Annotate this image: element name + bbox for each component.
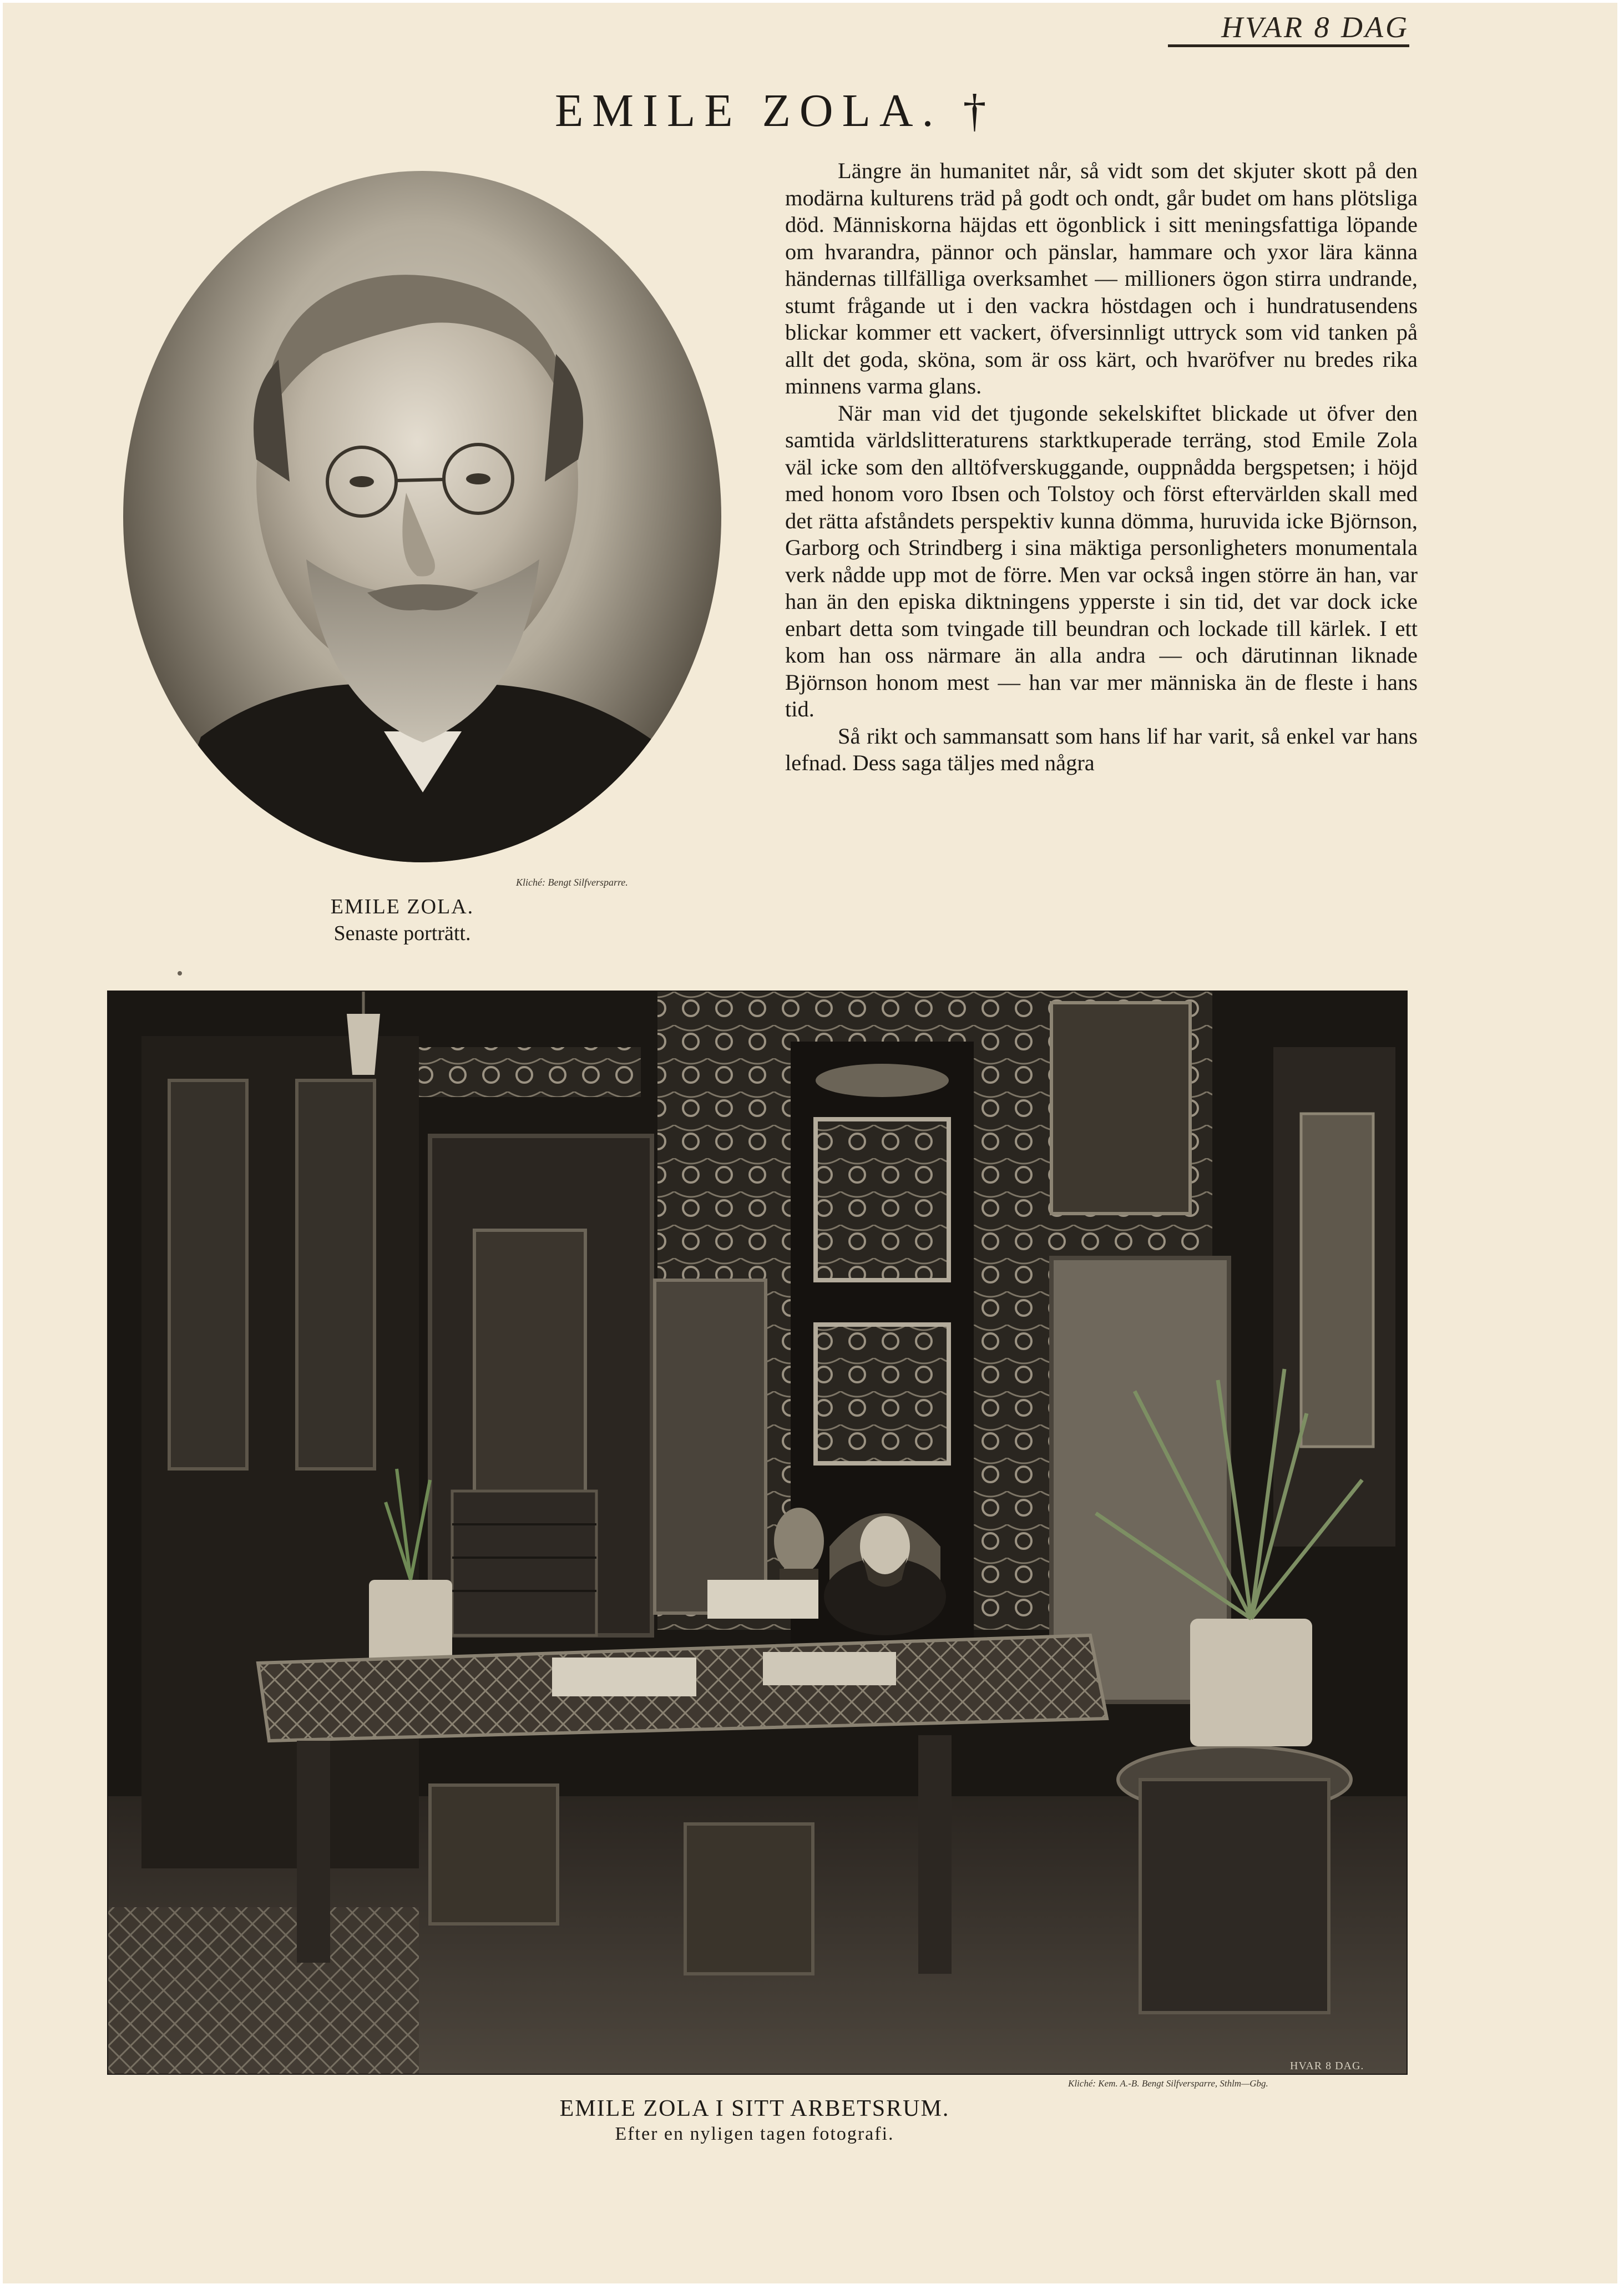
photo-caption-sub: Efter en nyligen tagen fotografi. [615,2124,894,2144]
portrait-image [123,171,721,862]
article-paragraph-1: Längre än humanitet når, så vidt som det skjuter skott på den modärna kulturens träd på godt och ondt, går budet om hans plötsliga död. Människorna häjdas ett ögonblick i sitt meningsfattiga löpande om hvarandra, pännor och pänslar, hammare och yxor lära känna händernas tillfälliga overksamhet — millioners ögon stirra undrande, stumt frågande ut i den vackra höstdagen och i hundratusendens blickar kommer ett vackert, öfversinnligt uttryck som vid tanken på allt det goda, sköna, som är oss kärt, och hvaröfver nu bredes rika minnens varma glans. [785,158,1418,398]
article-body [785,158,1418,777]
portrait-credit: Kliché: Bengt Silfversparre. [516,877,628,888]
article-paragraph-3: Så rikt och sammansatt som hans lif har varit, så enkel var hans lefnad. Dess saga täljes med några [785,723,1418,775]
study-image [108,992,1407,2074]
article-paragraph-2: När man vid det tjugonde sekelskiftet blickade ut öfver den samtida världslitteraturens starktkuperade terräng, stod Emile Zola väl icke som den alltöfverskuggande, ouppnådda bergspetsen; i höjd med honom voro Ibsen och Tolstoy och först eftervärlden skall med det rätta afståndets perspektiv kunna dömma, huruvida icke Björnson, Garborg och Strindberg i sina mäktiga personligheters monumentala verk nådde upp mot de förre. Men var också ingen större än han, var han än den episka diktningens ypperste i sin tid, det var dock icke enbart detta som tvingade till beundran och lockade till kärlek. I ett kom han oss närmare än alla andra — och därutinnan liknade Björnson honom mest — han var mer människa än de fleste i hans tid. [785,400,1418,721]
study-photo [107,991,1408,2075]
photo-caption [433,2095,1076,2146]
article-title: EMILE ZOLA. † [555,85,995,137]
masthead: HVAR 8 DAG [1168,10,1409,47]
portrait-photo [123,171,721,862]
print-mark [178,971,182,976]
portrait-caption-name: EMILE ZOLA. [330,895,474,918]
photo-watermark: HVAR 8 DAG. [1290,2060,1364,2072]
portrait-caption [302,893,502,947]
photo-credit: Kliché: Kem. A.-B. Bengt Silfversparre, Sthlm—Gbg. [1068,2078,1268,2089]
portrait-caption-sub: Senaste porträtt. [333,922,471,945]
photo-caption-title: EMILE ZOLA I SITT ARBETSRUM. [559,2096,950,2121]
